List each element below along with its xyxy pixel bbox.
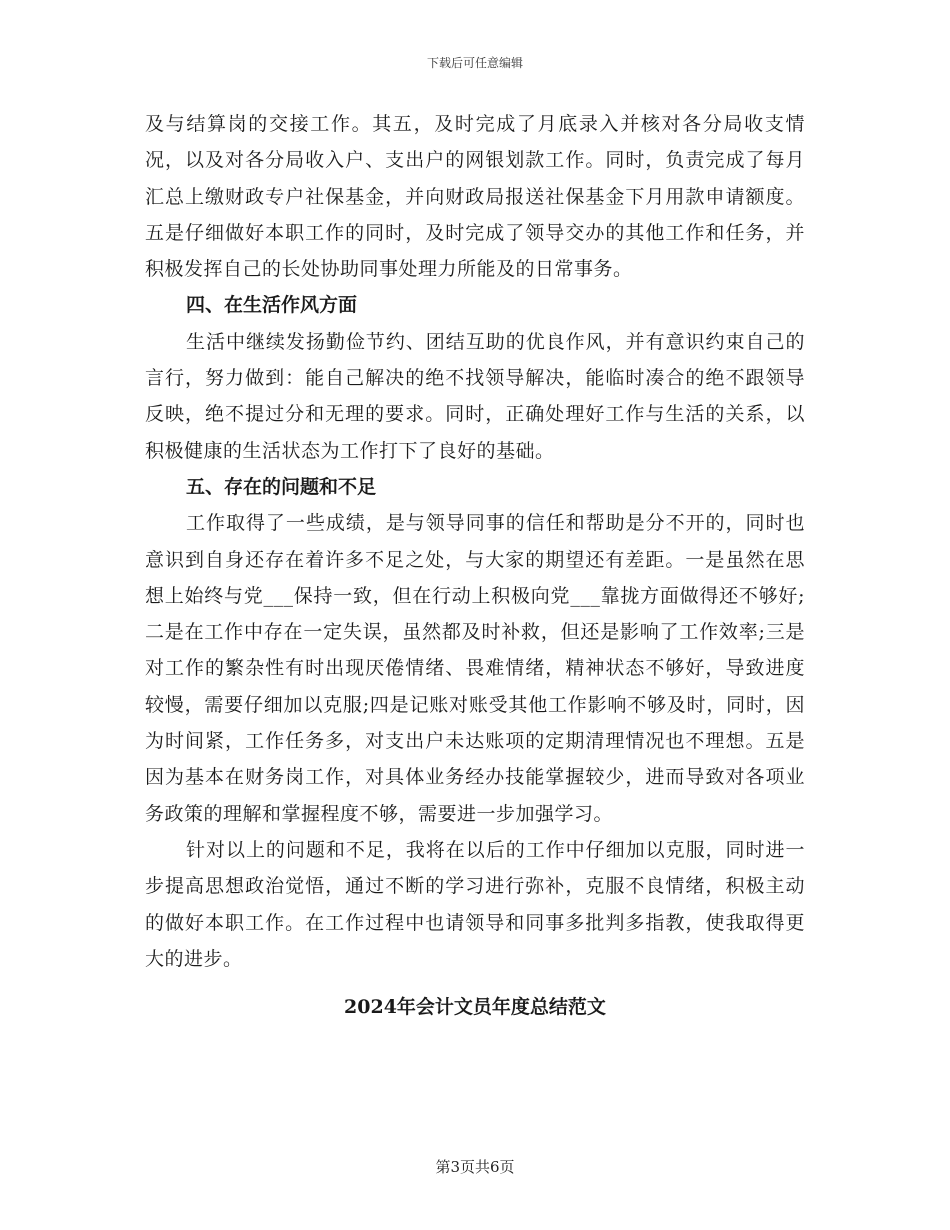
document-body <box>145 106 805 1025</box>
section-heading-5: 五、存在的问题和不足 <box>186 475 377 498</box>
page-header: 下载后可任意编辑 <box>426 56 523 70</box>
paragraph-continuation: 及与结算岗的交接工作。其五，及时完成了月底录入并核对各分局收支情况，以及对各分局收入户、支出户的网银划款工作。同时，负责完成了每月汇总上缴财政专户社保基金，并向财政局报送社保基金下月用款申请额度。五是仔细做好本职工作的同时，及时完成了领导交办的其他工作和任务，并积极发挥自己的长处协助同事处理力所能及的日常事务。 <box>145 113 805 281</box>
page-footer: 第3页共6页 <box>435 1158 515 1176</box>
section-heading-4: 四、在生活作风方面 <box>186 294 358 317</box>
paragraph-improvement: 针对以上的问题和不足，我将在以后的工作中仔细加以克服，同时进一步提高思想政治觉悟，通过不断的学习进行弥补，克服不良情绪，积极主动的做好本职工作。在工作过程中也请领导和同事多批判多指教，使我取得更大的进步。 <box>145 838 805 970</box>
next-document-title: 2024年会计文员年度总结范文 <box>344 996 606 1019</box>
paragraph-problems: 工作取得了一些成绩，是与领导同事的信任和帮助是分不开的，同时也意识到自身还存在着许多不足之处，与大家的期望还有差距。一是虽然在思想上始终与党___保持一致，但在行动上积极向党___靠拢方面做得还不够好;二是在工作中存在一定失误，虽然都及时补救，但还是影响了工作效率;三是对工作的繁杂性有时出现厌倦情绪、畏难情绪，精神状态不够好，导致进度较慢，需要仔细加以克服;四是记账对账受其他工作影响不够及时，同时，因为时间紧，工作任务多，对支出户未达账项的定期清理情况也不理想。五是因为基本在财务岗工作，对具体业务经办技能掌握较少，进而导致对各项业务政策的理解和掌握程度不够，需要进一步加强学习。 <box>145 512 805 825</box>
paragraph-lifestyle: 生活中继续发扬勤俭节约、团结互助的优良作风，并有意识约束自己的言行，努力做到：能自己解决的绝不找领导解决，能临时凑合的绝不跟领导反映，绝不提过分和无理的要求。同时，正确处理好工作与生活的关系，以积极健康的生活状态为工作打下了良好的基础。 <box>145 330 805 462</box>
